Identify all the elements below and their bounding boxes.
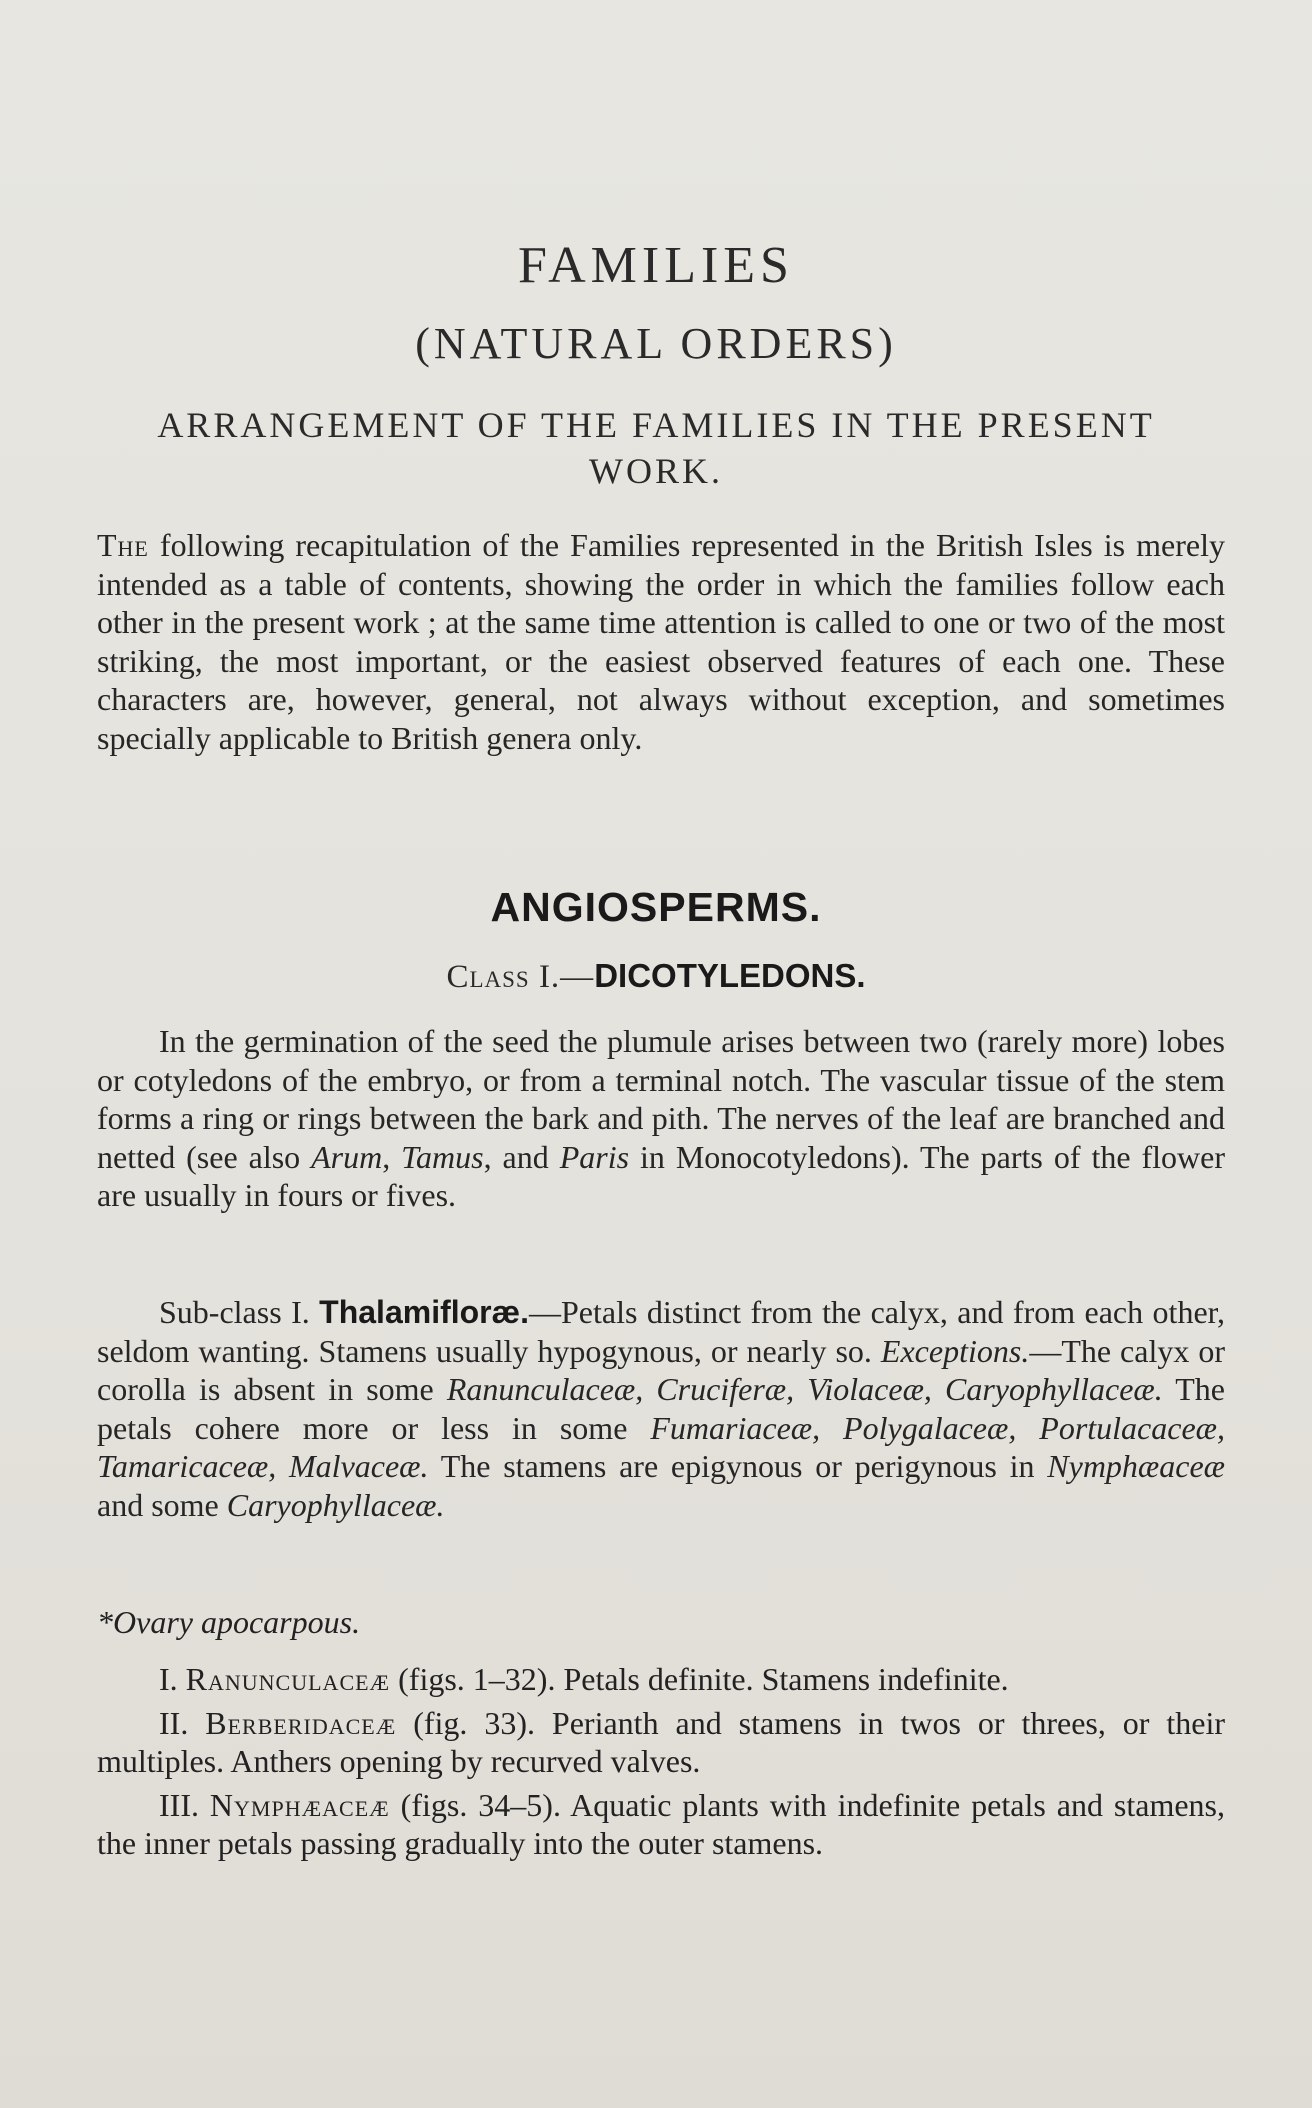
page-title: FAMILIES <box>518 237 794 294</box>
families-absent-list: Ranunculaceæ, Cruciferæ, Violaceæ, Caryophyllaceæ. <box>446 1371 1163 1407</box>
subclass-text-1: —Petals distinct from the calyx, and from each other, seldom wanting. Stamens usually hypogynous, or nearly so. <box>97 1294 1226 1369</box>
intro-paragraph <box>97 526 1225 757</box>
arrangement-heading: ARRANGEMENT OF THE FAMILIES IN THE PRESENT WORK. <box>157 405 1155 491</box>
dicot-text-2: in Monocotyledons). The parts of the flower are usually in fours or fives. <box>97 1138 1225 1213</box>
family-caryophyllaceae: Caryophyllaceæ. <box>226 1486 445 1523</box>
family-numeral: I. <box>159 1661 178 1697</box>
page-subtitle: (NATURAL ORDERS) <box>415 319 897 368</box>
family-numeral: II. <box>159 1704 189 1741</box>
subclass-name: Thalamifloræ. <box>319 1294 529 1330</box>
class-heading <box>0 957 1312 996</box>
subclass-text-2: —The calyx or corolla is absent in some <box>97 1332 1226 1407</box>
dicot-sep-2: , and <box>483 1138 560 1175</box>
ovary-section <box>97 1604 1225 1641</box>
subclass-text-5: and some <box>97 1486 227 1523</box>
family-entry <box>97 1704 1225 1781</box>
family-entry <box>97 1786 1225 1863</box>
subclass-label: Sub-class <box>159 1294 282 1330</box>
genus-paris: Paris <box>559 1138 630 1175</box>
families-list <box>97 1660 1225 1863</box>
subclass-number: I. <box>291 1294 310 1330</box>
class-name: DICOTYLEDONS. <box>594 957 866 994</box>
subclass-paragraph <box>97 1293 1225 1524</box>
ovary-text: *Ovary apocarpous. <box>97 1604 361 1640</box>
genus-arum: Arum <box>311 1138 383 1175</box>
subclass-text-3: The petals cohere more or less in some <box>97 1371 1225 1446</box>
family-name: Ranunculaceæ <box>185 1661 391 1697</box>
exceptions-label: Exceptions. <box>880 1332 1030 1369</box>
dicot-sep-1: , <box>382 1138 402 1175</box>
intro-text: following recapitulation of the Families represented in the British Isles is merely intended as a table of contents, showing the order in which the families follow each other in the present work ; at the same time attention is called to one or two of the most striking, the most important, or the easiest observed features of each one. These characters are, however, general, not always without exception, and sometimes specially applicable to British genera only. <box>97 527 1225 756</box>
families-cohere-list: Fumariaceæ, Polygalaceæ, Portulacaceæ, Tamaricaceæ, Malvaceæ. <box>97 1409 1226 1484</box>
family-entry <box>97 1660 1225 1699</box>
subclass-text-4: The stamens are epigynous or perigynous in <box>428 1448 1048 1484</box>
family-nymphaeaceae: Nymphæaceæ <box>1047 1448 1226 1484</box>
class-label: Class I.— <box>446 959 595 995</box>
family-name: Nymphæaceæ <box>209 1786 390 1823</box>
intro-section <box>97 526 1225 757</box>
genus-tamus: Tamus <box>401 1138 484 1175</box>
ovary-heading <box>97 1604 1225 1641</box>
family-description: (fig. 33). Perianth and stamens in twos or threes, or their multiples. Anthers opening by recurved valves. <box>97 1704 1226 1779</box>
family-name: Berberidaceæ <box>205 1704 397 1741</box>
family-description: (figs. 34–5). Aquatic plants with indefinite petals and stamens, the inner petals passing gradually into the outer stamens. <box>97 1786 1226 1861</box>
family-description: (figs. 1–32). Petals definite. Stamens indefinite. <box>390 1661 1009 1697</box>
dicot-text-1: In the germination of the seed the plumule arises between two (rarely more) lobes or cotyledons of the embryo, or from a terminal notch. The vascular tissue of the stem forms a ring or rings between the bark and pith. The nerves of the leaf are branched and netted (see also <box>97 1023 1225 1175</box>
family-numeral: III. <box>159 1786 199 1823</box>
angiosperms-heading: ANGIOSPERMS. <box>490 884 822 930</box>
dicot-section <box>97 1022 1225 1215</box>
intro-lead: The <box>97 527 149 563</box>
dicot-paragraph <box>97 1022 1225 1215</box>
subclass-section <box>97 1293 1225 1524</box>
